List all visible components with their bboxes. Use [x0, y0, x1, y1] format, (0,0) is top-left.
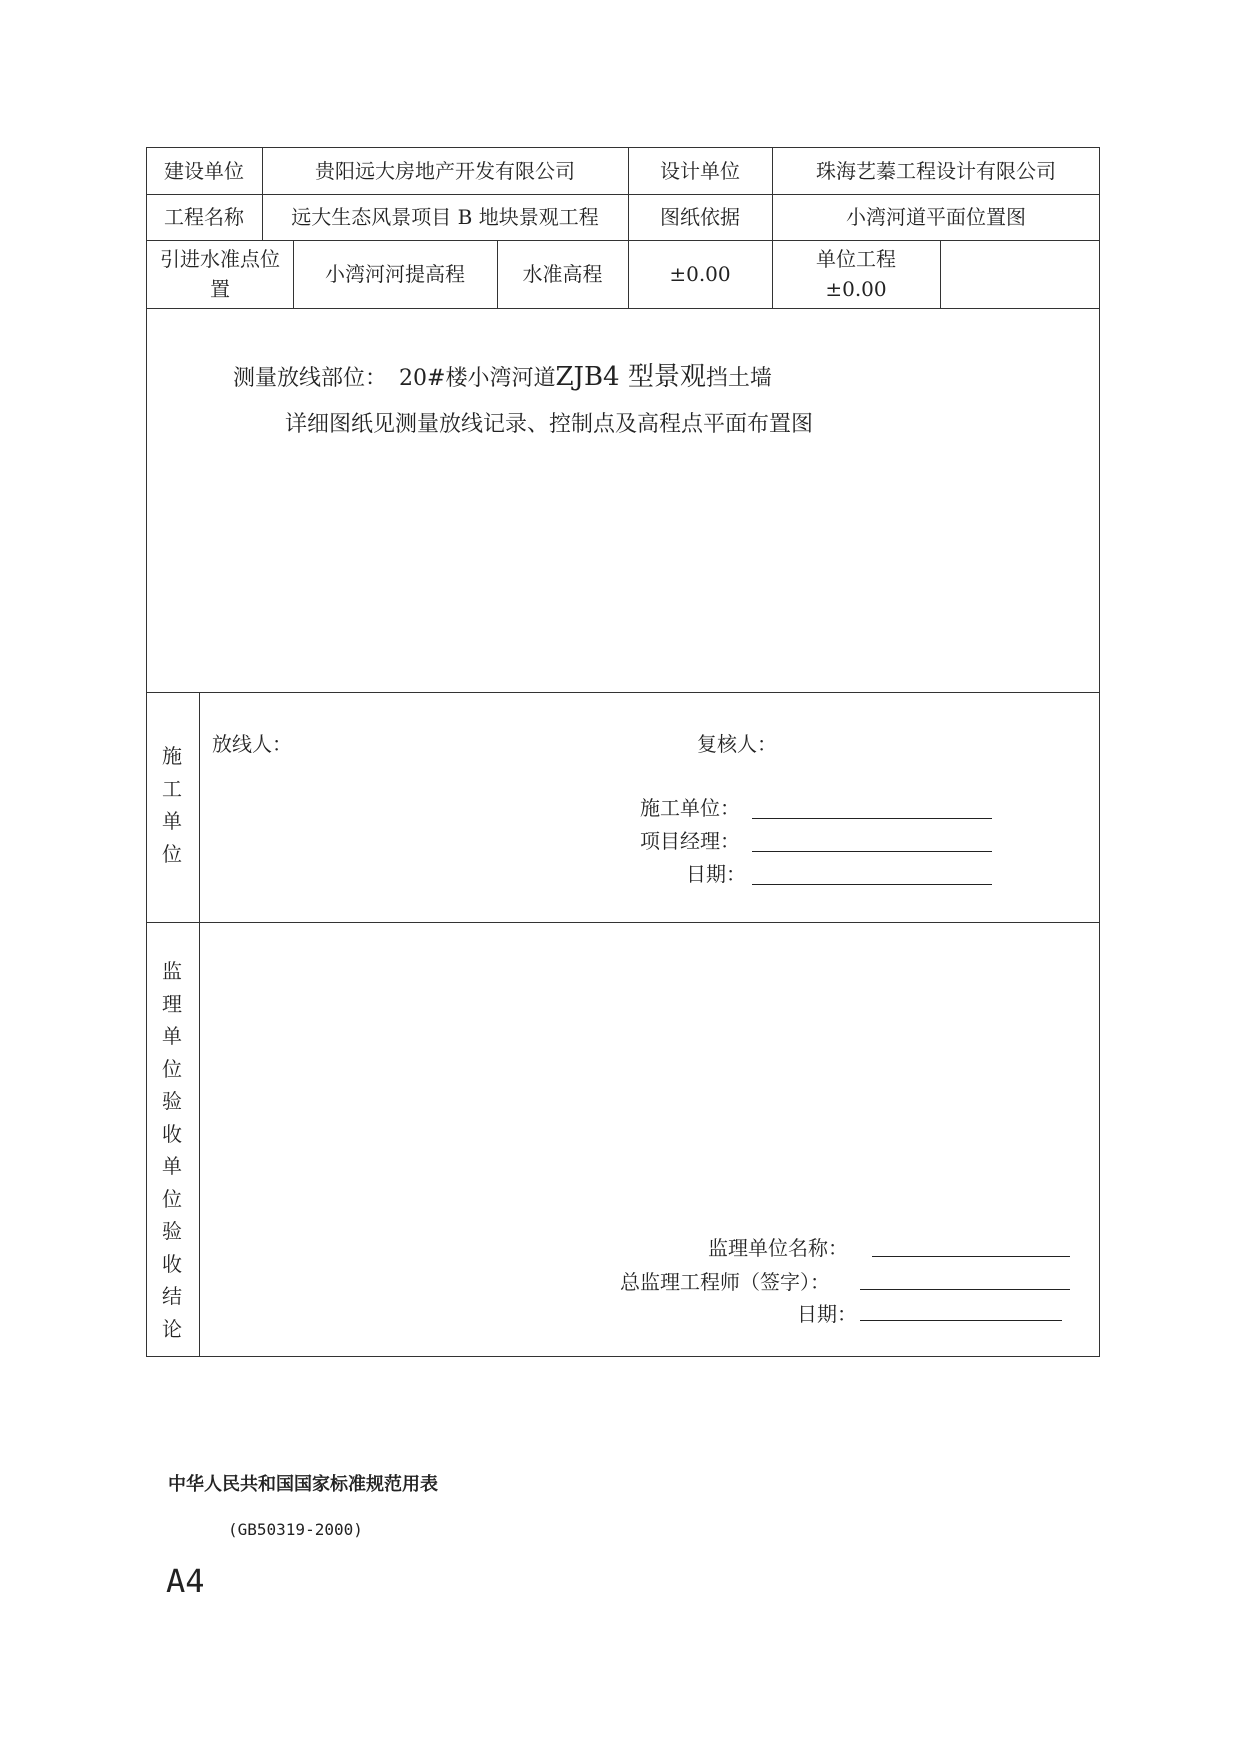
survey-location-type: ZJB4 型景观 [555, 362, 706, 392]
supervision-name-line[interactable] [872, 1256, 1070, 1257]
construction-date-label: 日期： [686, 862, 746, 886]
level-label: 水准高程 [522, 262, 603, 286]
benchmark-value: 小湾河河提高程 [325, 262, 465, 286]
chief-engineer-label: 总监理工程师（签字）： [620, 1270, 830, 1294]
supervision-date-label: 日期： [797, 1302, 857, 1326]
unit-elevation-value [940, 240, 1100, 308]
survey-detail-note: 详细图纸见测量放线记录、控制点及高程点平面布置图 [285, 412, 814, 437]
supervision-name-label: 监理单位名称： [708, 1236, 848, 1260]
construction-unit-signature-line[interactable] [752, 818, 992, 819]
col-divider [199, 692, 200, 1357]
row-divider [146, 308, 1100, 309]
project-label: 工程名称 [164, 205, 244, 229]
project-value: 远大生态风景项目 B 地块景观工程 [291, 205, 599, 229]
paper-size: A4 [166, 1562, 205, 1600]
project-manager-signature-line[interactable] [752, 851, 992, 852]
construction-date-line[interactable] [752, 884, 992, 885]
standard-code: (GB50319-2000) [228, 1520, 363, 1539]
owner-value: 贵阳远大房地产开发有限公司 [315, 158, 575, 183]
owner-label: 建设单位 [164, 158, 244, 183]
supervision-section-label: 监理单位验收单位验收结论 [162, 959, 182, 1341]
supervision-date-line[interactable] [860, 1320, 1062, 1321]
survey-location-code: 20#楼小湾河道 [399, 366, 556, 391]
basis-label: 图纸依据 [660, 205, 740, 229]
checker-label: 复核人： [697, 732, 777, 756]
survey-location-suffix: 挡土墙 [705, 366, 772, 391]
basis-value: 小湾河道平面位置图 [846, 205, 1026, 229]
benchmark-label: 引进水准点位置 [160, 247, 280, 301]
designer-label: 设计单位 [660, 158, 740, 183]
designer-value: 珠海艺蓁工程设计有限公司 [816, 158, 1056, 183]
col-divider [772, 240, 773, 308]
level-value: ±0.00 [669, 262, 731, 286]
row-divider [146, 692, 1100, 693]
project-manager-label: 项目经理： [640, 829, 740, 853]
construction-unit-label: 施工单位： [640, 796, 740, 820]
construction-section-label: 施工单位 [162, 744, 182, 866]
row-divider [146, 922, 1100, 923]
unit-elevation-label: 单位工程±0.00 [816, 247, 896, 301]
survey-location [233, 360, 772, 396]
chief-engineer-signature-line[interactable] [860, 1289, 1070, 1290]
standard-title: 中华人民共和国国家标准规范用表 [168, 1474, 438, 1495]
survey-location-prefix: 测量放线部位： [233, 366, 388, 391]
setter-label: 放线人： [212, 732, 292, 756]
